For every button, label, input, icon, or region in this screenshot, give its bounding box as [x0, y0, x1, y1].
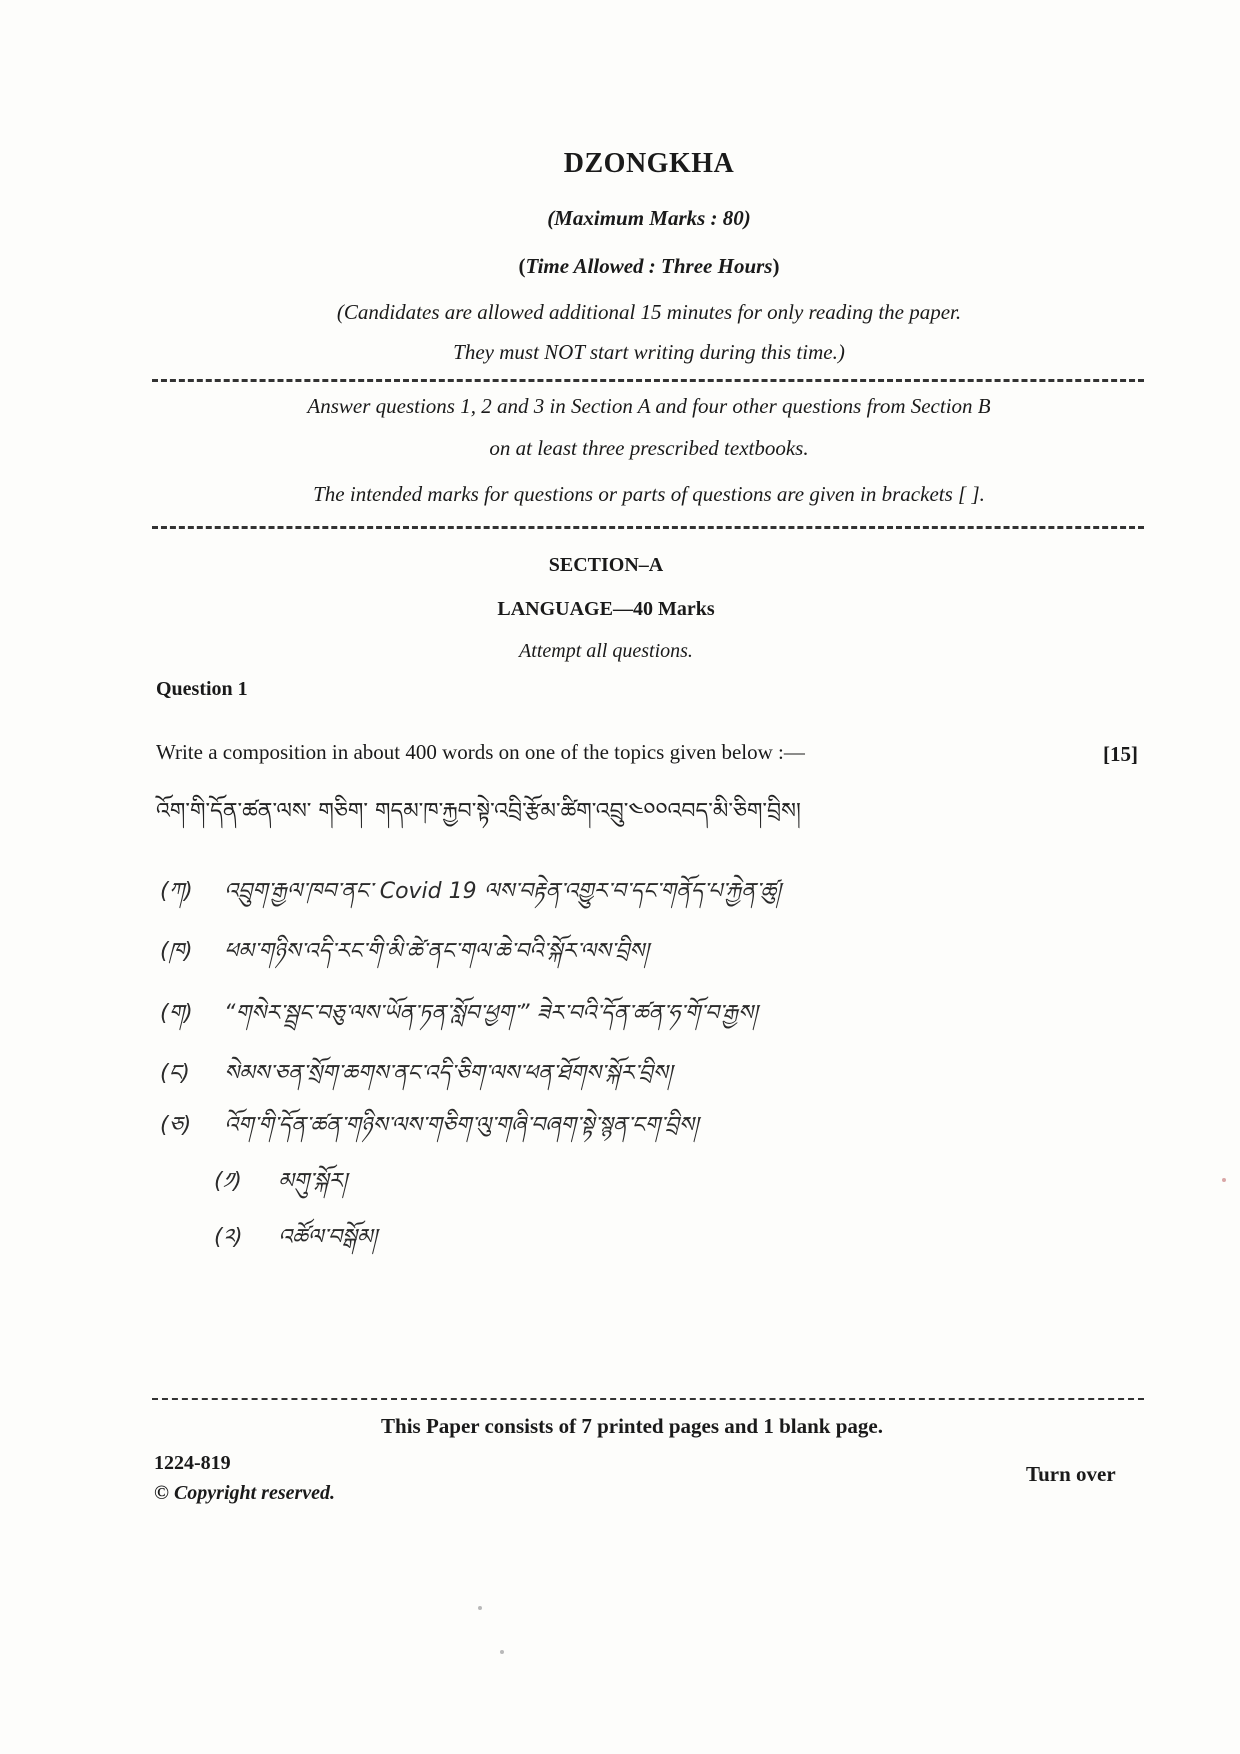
- reading-time-note-line1: (Candidates are allowed additional 15 minutes for only reading the paper.: [336, 300, 962, 324]
- topic-label: (ང): [160, 1061, 190, 1086]
- topic-item: [160, 866, 781, 928]
- reading-time-note-line2: They must NOT start writing during this time.): [453, 340, 845, 364]
- scan-speck: [500, 1650, 504, 1654]
- topic-item: [160, 988, 758, 1050]
- topic-label: (ཁ): [160, 939, 193, 964]
- question-label: Question 1: [156, 678, 248, 700]
- copyright-note: © Copyright reserved.: [154, 1482, 336, 1504]
- instruction-line2: on at least three prescribed textbooks.: [489, 436, 809, 460]
- instruction-line1: Answer questions 1, 2 and 3 in Section A and four other questions from Section B: [307, 394, 991, 418]
- topic-text: ཕམ་གཉིས་འདི་རང་གི་མི་ཚེ་ནང་གལ་ཆེ་བའི་སྐོར་ལས་བྲིས།: [224, 939, 649, 964]
- time-allowed: (Time Allowed : Three Hours): [518, 254, 780, 278]
- topic-text: འབྲུག་རྒྱལ་ཁབ་ནང་ Covid 19 ལས་བརྟེན་འགྱུར་བ་དང་གནོད་པ་རྐྱེན་ཚུ།: [224, 879, 781, 904]
- subtopic-item: [214, 1212, 377, 1274]
- subtopic-text: འཚོལ་བསྒོམ།: [278, 1225, 377, 1250]
- paper-title: DZONGKHA: [563, 148, 735, 179]
- divider-middle: [152, 526, 1144, 529]
- turn-over-note: Turn over: [1026, 1462, 1116, 1486]
- topic-label: (ཀ): [160, 879, 193, 904]
- divider-bottom: [152, 1398, 1144, 1400]
- question-prompt: Write a composition in about 400 words on one of the topics given below :—: [156, 740, 805, 764]
- time-allowed-text: Time Allowed : Three Hours: [525, 254, 773, 278]
- topic-text: སེམས་ཅན་སྲོག་ཆགས་ནང་འདི་ཅིག་ལས་ཕན་ཐོགས་སྐོར་བྲིས།: [224, 1061, 673, 1086]
- topic-label: (ཅ): [160, 1113, 192, 1138]
- subtopic-label: (༢): [214, 1225, 243, 1250]
- attempt-note: Attempt all questions.: [519, 640, 693, 662]
- dzongkha-instruction: འོག་གི་དོན་ཚན་ལས་ གཅིག་ གདམ་ཁ་རྐྱབ་སྟེ་འབྲི་རྩོམ་ཚིག་འབྲུ་༤༠༠འབད་མི་ཅིག་བྲིས།: [156, 799, 801, 824]
- scan-speck: [1222, 1178, 1226, 1182]
- instruction-line3: The intended marks for questions or parts of questions are given in brackets [ ].: [313, 482, 985, 506]
- topic-item: [160, 1100, 698, 1162]
- paper-code: 1224-819: [154, 1452, 231, 1474]
- maximum-marks: (Maximum Marks : 80): [547, 206, 751, 230]
- subtopic-label: (༡): [214, 1169, 242, 1194]
- topic-text: འོག་གི་དོན་ཚན་གཉིས་ལས་གཅིག་ལུ་གཞི་བཞག་སྟེ་སྙན་ངག་བྲིས།: [224, 1113, 699, 1138]
- topic-label: (ག): [160, 1001, 193, 1026]
- divider-top: [152, 379, 1144, 382]
- scan-speck: [478, 1606, 482, 1610]
- section-subtitle: LANGUAGE—40 Marks: [497, 598, 715, 620]
- page-count-note: This Paper consists of 7 printed pages and 1 blank page.: [381, 1414, 883, 1438]
- subtopic-text: མགུ་སྐོར།: [278, 1169, 347, 1194]
- question-marks: [15]: [1103, 742, 1138, 766]
- topic-item: [160, 926, 649, 988]
- section-title: SECTION–A: [548, 554, 664, 576]
- topic-text: “གསེར་སྦྲང་བཅུ་ལས་ཡོན་ཏན་སློབ་ཕྱག་” ཟེར་བའི་དོན་ཚན་ཧ་གོ་བ་རྒྱས།: [224, 1001, 758, 1026]
- subtopic-item: [214, 1156, 347, 1218]
